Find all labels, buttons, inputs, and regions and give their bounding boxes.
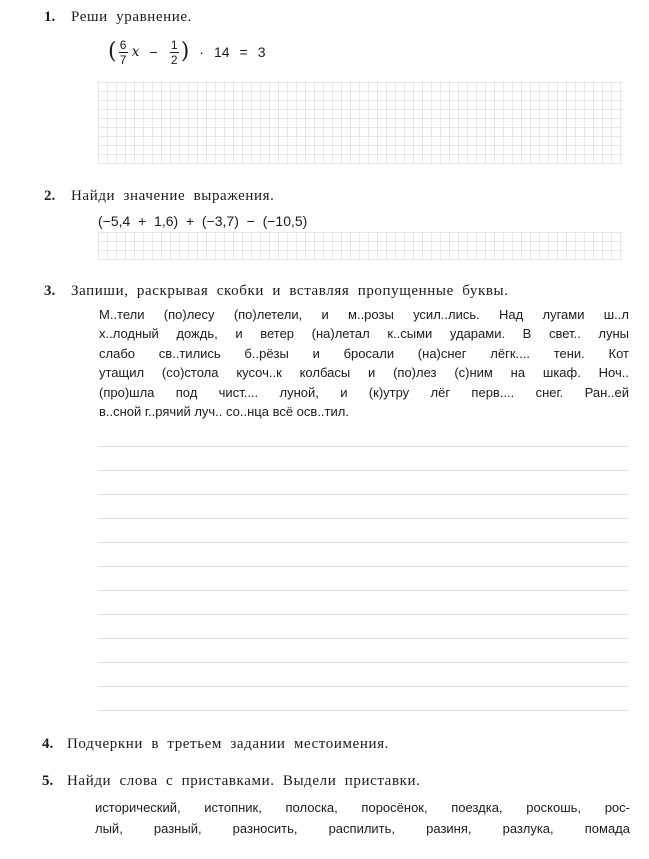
fraction-denominator: 2 [170,52,178,67]
fraction-one-half [170,39,179,66]
result: 3 [257,44,266,60]
minus-sign: − [149,44,158,60]
task-1-title: Реши уравнение. [71,9,193,25]
text-line-5: (про)шла под чист.... луной, и (к)утру лёг перв.... снег. Ран..ей [99,384,629,400]
right-paren: ) [180,39,190,64]
task-4-number: 4. [42,736,54,752]
text-line-4: утащил (со)стола кусоч..к колбасы и (по)лез (с)ним на шкаф. Ноч.. [99,365,629,381]
multiply-dot: · [199,44,204,60]
left-paren: ( [108,39,117,64]
task-2-title: Найди значение выражения. [71,188,275,204]
text-line-1: М..тели (по)лесу (по)летели, и м..розы усил..лись. Над лугами ш..л [99,307,629,322]
text-line-2: х..лодный дождь, и ветер (на)летал к..сыми ударами. В свет.. луны [99,326,629,342]
word-line-1: исторический, истопник, полоска, поросёнок, поездка, роскошь, рос- [95,800,630,815]
exercise-text [99,305,629,421]
variable-x: x [131,44,140,60]
fraction-six-sevenths [119,39,128,66]
word-line-2: лый, разный, разносить, распилить, разиня, разлука, помада [95,821,630,836]
answer-grid-1[interactable] [98,82,622,164]
fraction-numerator: 6 [119,37,127,52]
multiplier: 14 [213,44,230,60]
text-line-3: слабо св..тились б..рёзы и бросали (на)снег лёгк.... тени. Кот [99,345,629,361]
text-line-6: в..сной г..рячий луч.. со..нца всё осв..тил. [99,403,349,419]
equals-sign: = [239,44,248,60]
fraction-denominator: 7 [119,52,127,67]
task-4-title: Подчеркни в третьем задании местоимения. [67,736,389,752]
task-5-title: Найди слова с приставками. Выдели приставки. [67,773,421,789]
equation [108,38,266,66]
task-2-number: 2. [44,188,56,204]
task-1-number: 1. [44,9,56,25]
answer-grid-2[interactable] [98,232,622,260]
fraction-numerator: 1 [170,37,178,52]
word-list [95,797,630,839]
task-5-number: 5. [42,773,54,789]
writing-lines[interactable] [98,423,628,713]
expression: (−5,4 + 1,6) + (−3,7) − (−10,5) [98,213,308,229]
task-3-number: 3. [44,283,56,299]
task-3-title: Запиши, раскрывая скобки и вставляя пропущенные буквы. [71,283,509,299]
